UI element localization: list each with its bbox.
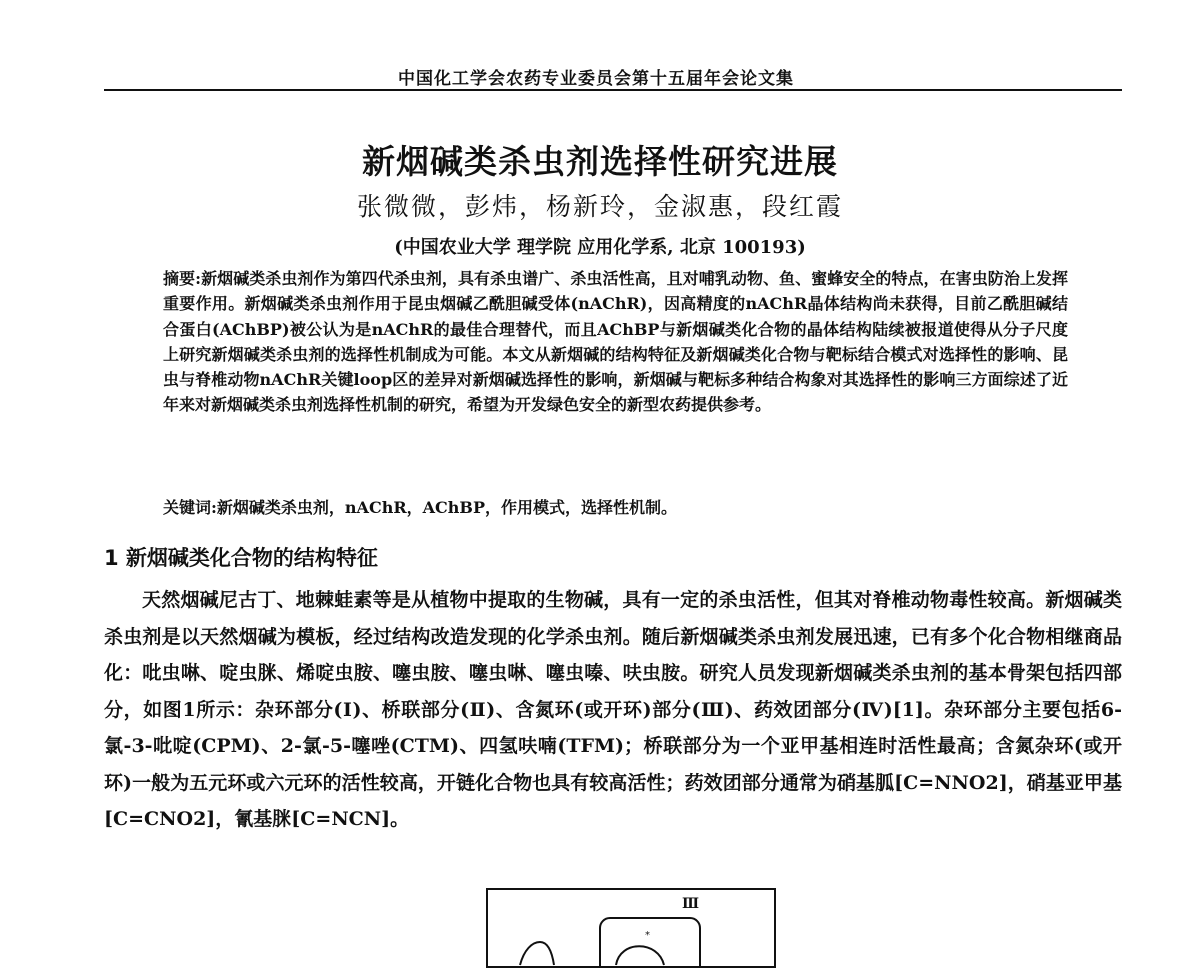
figure-part-label-iii: Ⅲ: [682, 896, 700, 912]
abstract-text: 新烟碱类杀虫剂作为第四代杀虫剂，具有杀虫谱广、杀虫活性高，且对哺乳动物、鱼、蜜蜂安全的特点，在害虫防治上发挥重要作用。新烟碱类杀虫剂作用于昆虫烟碱乙酰胆碱受体(nAChR)，因高精度的nAChR晶体结构尚未获得，目前乙酰胆碱结合蛋白(AChBP)被公认为是nAChR的最佳合理替代，而且AChBP与新烟碱类化合物的晶体结构陆续被报道使得从分子尺度上研究新烟碱类杀虫剂的选择性机制成为可能。本文从新烟碱的结构特征及新烟碱类化合物与靶标结合模式对选择性的影响、昆虫与脊椎动物nAChR关键loop区的差异对新烟碱选择性的影响，新烟碱与靶标多种结合构象对其选择性的影响三方面综述了近年来对新烟碱类杀虫剂选择性机制的研究，希望为开发绿色安全的新型农药提供参考。: [163, 269, 1068, 415]
paper-title: 新烟碱类杀虫剂选择性研究进展: [362, 142, 838, 181]
keywords-label: 关键词:: [163, 498, 217, 517]
keywords-text: 新烟碱类杀虫剂，nAChR，AChBP，作用模式，选择性机制。: [216, 498, 677, 517]
figure-structure-drawing: [488, 890, 774, 966]
section-heading: 1 新烟碱类化合物的结构特征: [104, 546, 378, 570]
figure-1: [486, 888, 776, 968]
svg-text:*: *: [645, 930, 650, 941]
author-list: 张微微，彭炜，杨新玲，金淑惠，段红霞: [356, 192, 843, 221]
keywords: [163, 495, 1068, 518]
affiliation: (中国农业大学 理学院 应用化学系, 北京 100193): [394, 237, 806, 258]
section-paragraph: 天然烟碱尼古丁、地棘蛙素等是从植物中提取的生物碱，具有一定的杀虫活性，但其对脊椎动物毒性较高。新烟碱类杀虫剂是以天然烟碱为模板，经过结构改造发现的化学杀虫剂。随后新烟碱类杀虫剂发展迅速，已有多个化合物相继商品化：吡虫啉、啶虫脒、烯啶虫胺、噻虫胺、噻虫啉、噻虫嗪、呋虫胺。研究人员发现新烟碱类杀虫剂的基本骨架包括四部分，如图1所示：杂环部分(Ⅰ)、桥联部分(Ⅱ)、含氮环(或开环)部分(Ⅲ)、药效团部分(Ⅳ)[1]。杂环部分主要包括6-氯-3-吡啶(CPM)、2-氯-5-噻唑(CTM)、四氢呋喃(TFM)；桥联部分为一个亚甲基相连时活性最高；含氮杂环(或开环)一般为五元环或六元环的活性较高，开链化合物也具有较高活性；药效团部分通常为硝基胍[C=NNO2]，硝基亚甲基[C=CNO2]，氰基脒[C=NCN]。: [104, 589, 1122, 830]
header-rule: [104, 89, 1122, 91]
running-head: 中国化工学会农药专业委员会第十五届年会论文集: [398, 69, 794, 89]
abstract-label: 摘要:: [163, 269, 202, 288]
abstract: [163, 266, 1068, 418]
